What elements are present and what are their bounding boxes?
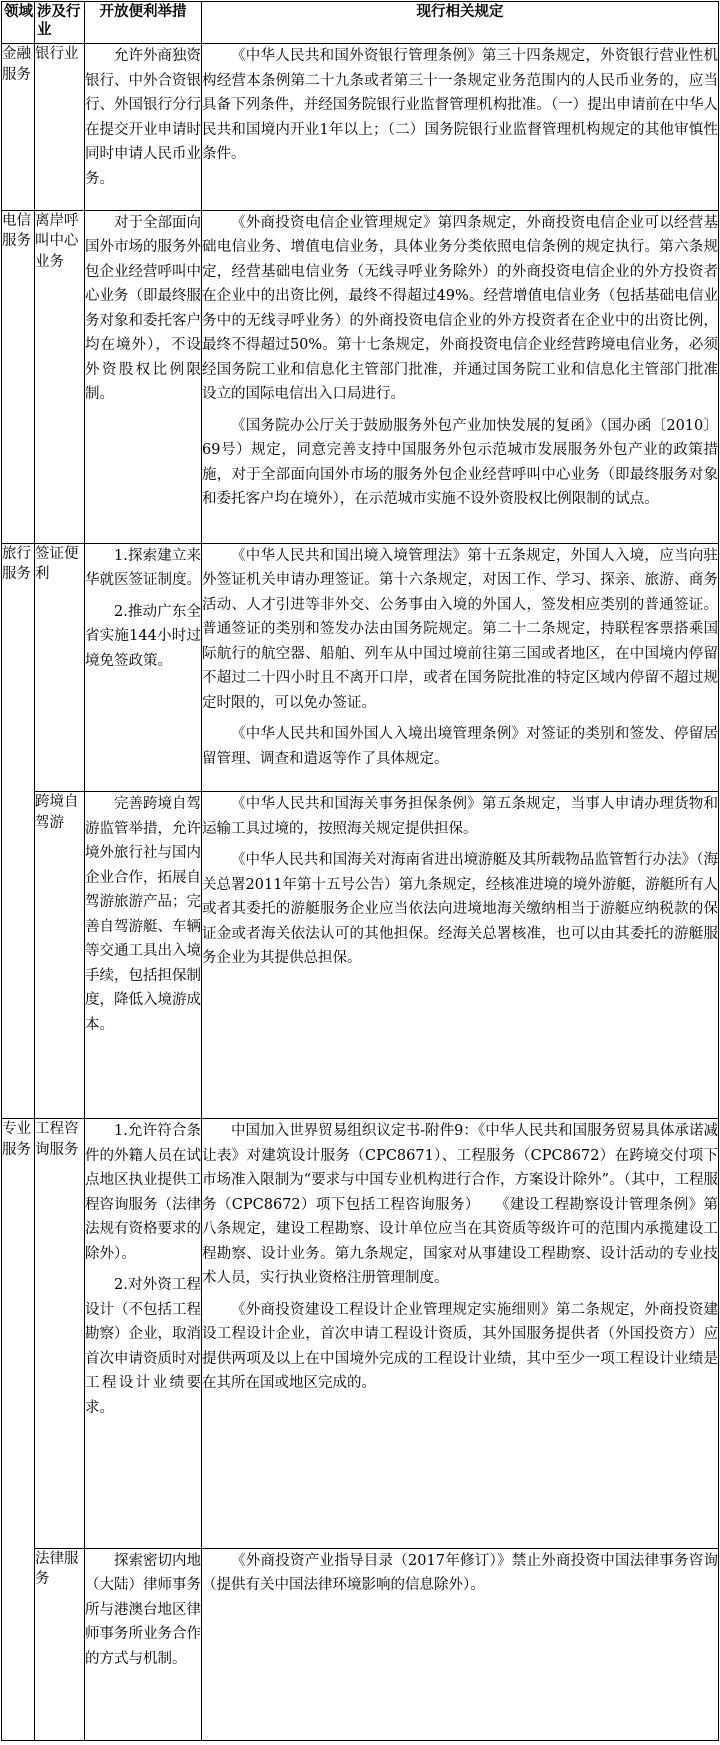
table-row-self-drive xyxy=(2,792,719,1119)
regulation-text: 《中华人民共和国海关对海南省进出境游艇及其所载物品监管暂行办法》（海关总署2011年第十五号公告）第九条规定，经核准进境的境外游艇，游艇所有人或者其委托的游艇服务企业应当依法向进境地海关缴纳相当于游艇应纳税款的保证金或者海关依法认可的其他担保。经海关总署核准，也可以由其委托的游艇服务企业为其提供总担保。 xyxy=(202,852,718,967)
header-domain: 领域 xyxy=(2,2,35,44)
table-row-engineering xyxy=(2,1119,719,1548)
industry-cell: 银行业 xyxy=(35,44,85,211)
industry-cell: 离岸呼叫中心业务 xyxy=(35,210,85,543)
domain-cell: 金融服务 xyxy=(2,44,35,211)
regulations-cell xyxy=(202,543,719,791)
header-industry: 涉及行业 xyxy=(35,2,85,44)
regulations-cell xyxy=(202,792,719,1119)
industry-cell: 签证便利 xyxy=(35,543,85,791)
header-measures: 开放便利举措 xyxy=(85,2,202,44)
regulations-cell xyxy=(202,210,719,543)
measures-cell xyxy=(85,1119,202,1548)
regulations-cell xyxy=(202,1119,719,1548)
regulation-text: 《中华人民共和国出境入境管理法》第十五条规定，外国人入境，应当向驻外签证机关申请办理签证。第十六条规定，对因工作、学习、探亲、旅游、商务活动、人才引进等非外交、公务事由入境的外国人，签发相应类别的普通签证。普通签证的类别和签发办法由国务院规定。第二十二条规定，持联程客票搭乘国际航行的航空器、船舶、列车从中国过境前往第三国或者地区，在中国境内停留不超过二十四小时且不离开口岸，或者在国务院批准的特定区域内停留不超过规定时限的，可以免办签证。 xyxy=(202,547,718,711)
measures-cell xyxy=(85,210,202,543)
measure-text: 1.允许符合条件的外籍人员在试点地区执业提供工程咨询服务（法律法规有资格要求的除外）。 xyxy=(85,1123,201,1262)
domain-cell: 旅行服务 xyxy=(2,543,35,1118)
industry-cell: 工程咨询服务 xyxy=(35,1119,85,1548)
domain-cell: 专业服务 xyxy=(2,1119,35,1741)
regulations-cell xyxy=(202,1548,719,1741)
measures-cell xyxy=(85,44,202,211)
regulation-text: 《中华人民共和国海关事务担保条例》第五条规定，当事人申请办理货物和运输工具过境的，按照海关规定提供担保。 xyxy=(202,796,718,837)
measure-text: 2.推动广东全省实施144小时过境免签政策。 xyxy=(85,603,201,669)
table-row-legal xyxy=(2,1548,719,1741)
industry-cell: 跨境自驾游 xyxy=(35,792,85,1119)
industry-cell: 法律服务 xyxy=(35,1548,85,1741)
regulation-text: 《外商投资产业指导目录（2017年修订）》禁止外商投资中国法律事务咨询（提供有关中国法律环境影响的信息除外）。 xyxy=(202,1552,718,1593)
regulation-text: 《外商投资建设工程设计企业管理规定实施细则》第二条规定，外商投资建设工程设计企业，首次申请工程设计资质，其外国服务提供者（外国投资方）应提供两项及以上在中国境外完成的工程设计业绩，其中至少一项工程设计业绩是在其所在国或地区完成的。 xyxy=(202,1301,718,1392)
table-header-row xyxy=(2,2,719,44)
regulations-cell xyxy=(202,44,719,211)
measure-text: 探索密切内地（大陆）律师事务所与港澳台地区律师事务所业务合作的方式与机制。 xyxy=(85,1552,201,1667)
measure-text: 2.对外资工程设计（不包括工程勘察）企业，取消首次申请资质时对工程设计业绩要求。 xyxy=(85,1277,201,1416)
measure-text: 完善跨境自驾游监管举措，允许境外旅行社与国内企业合作，拓展自驾游旅游产品；完善自驾游艇、车辆等交通工具出入境手续，包括担保制度，降低入境游成本。 xyxy=(85,796,201,1033)
table-row-banking xyxy=(2,44,719,211)
regulation-text: 《中华人民共和国外国人入境出境管理条例》对签证的类别和签发、停留居留管理、调查和遣返等作了具体规定。 xyxy=(202,726,718,767)
regulation-table xyxy=(1,1,719,1741)
domain-cell: 电信服务 xyxy=(2,210,35,543)
regulation-text: 《外商投资电信企业管理规定》第四条规定，外商投资电信企业可以经营基础电信业务、增值电信业务，具体业务分类依照电信条例的规定执行。第六条规定，经营基础电信业务（无线寻呼业务除外）的外商投资电信企业的外方投资者在企业中的出资比例，最终不得超过49%。经营增值电信业务（包括基础电信业务中的无线寻呼业务）的外商投资电信企业的外方投资者在企业中的出资比例，最终不得超过50%。第十七条规定，外商投资电信企业经营跨境电信业务，必须经国务院工业和信息化主管部门批准，并通过国务院工业和信息化主管部门批准设立的国际电信出入口局进行。 xyxy=(202,214,718,403)
table-row-visa xyxy=(2,543,719,791)
measure-text: 允许外商独资银行、中外合资银行、外国银行分行在提交开业申请时同时申请人民币业务。 xyxy=(85,48,201,187)
regulation-text: 《中华人民共和国外资银行管理条例》第三十四条规定，外资银行营业性机构经营本条例第二十九条或者第三十一条规定业务范围内的人民币业务的，应当具备下列条件，并经国务院银行业监督管理机构批准。（一）提出申请前在中华人民共和国境内开业1年以上；（二）国务院银行业监督管理机构规定的其他审慎性条件。 xyxy=(202,48,718,162)
measures-cell xyxy=(85,1548,202,1741)
regulation-text: 《国务院办公厅关于鼓励服务外包产业加快发展的复函》（国办函〔2010〕69号）规定，同意完善支持中国服务外包示范城市发展服务外包产业的政策措施，对于全部面向国外市场的服务外包企业经营呼叫中心业务（即最终服务对象和委托客户均在境外），在示范城市实施不设外资股权比例限制的试点。 xyxy=(202,417,718,508)
measures-cell xyxy=(85,792,202,1119)
header-regulations: 现行相关规定 xyxy=(202,2,719,44)
measures-cell xyxy=(85,543,202,791)
measure-text: 对于全部面向国外市场的服务外包企业经营呼叫中心业务（即最终服务对象和委托客户均在境外），不设外资股权比例限制。 xyxy=(85,214,201,403)
table-row-call-center xyxy=(2,210,719,543)
measure-text: 1.探索建立来华就医签证制度。 xyxy=(85,547,201,589)
regulation-text: 中国加入世界贸易组织议定书-附件9：《中华人民共和国服务贸易具体承诺减让表》对建筑设计服务（CPC8671）、工程服务（CPC8672）在跨境交付项下市场准入限制为“要求与中国专业机构进行合作，方案设计除外”。（其中，工程服务（CPC8672）项下包括工程咨询服务） 《建设工程勘察设计管理条例》第八条规定，建设工程勘察、设计单位应当在其资质等级许可的范围内承揽建设工程勘察、设计业务。第九条规定，国家对从事建设工程勘察、设计活动的专业技术人员，实行执业资格注册管理制度。 xyxy=(202,1123,718,1287)
